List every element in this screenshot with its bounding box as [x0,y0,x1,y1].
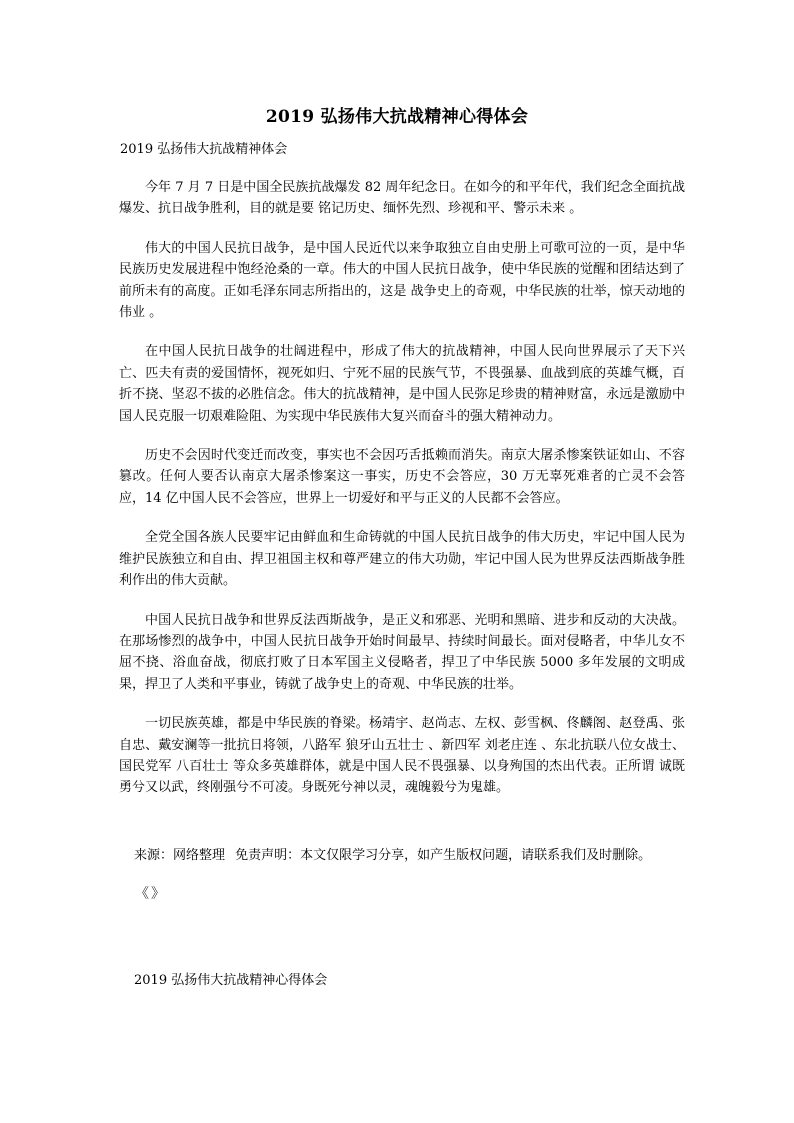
footer-title: 2019 弘扬伟大抗战精神心得体会 [134,973,328,988]
disclaimer-text: 免责声明：本文仅限学习分享，如产生版权问题，请联系我们及时删除。 [235,848,652,863]
source-label: 来源：网络整理 [134,848,226,863]
nav-next-link[interactable]: 》 [151,886,167,902]
document-body [119,177,685,817]
paragraph: 全党全国各族人民要牢记由鲜血和生命铸就的中国人民抗日战争的伟大历史，牢记中国人民为维护民族独立和自由、捍卫祖国主权和尊严建立的伟大功勋，牢记中国人民为世界反法西斯战争胜利作出的伟大贡献。 [119,530,685,589]
paragraph: 今年 7 月 7 日是中国全民族抗战爆发 82 周年纪念日。在如今的和平年代，我们纪念全面抗战爆发、抗日战争胜利，目的就是要 铭记历史、缅怀先烈、珍视和平、警示未来 。 [119,180,685,217]
paragraph: 伟大的中国人民抗日战争，是中国人民近代以来争取独立自由史册上可歌可泣的一页，是中华民族历史发展进程中饱经沧桑的一章。伟大的中国人民抗日战争，使中华民族的觉醒和团结达到了前所未有的高度。正如毛泽东同志所指出的，这是 战争史上的奇观，中华民族的壮举，惊天动地的伟业 。 [119,240,685,321]
page-navigation [135,884,167,904]
source-disclaimer [134,847,694,865]
document-title: 2019 弘扬伟大抗战精神心得体会 [265,107,529,127]
nav-prev-link[interactable]: 《 [135,886,151,902]
document-subtitle: 2019 弘扬伟大抗战精神体会 [120,142,288,157]
paragraph: 在中国人民抗日战争的壮阔进程中，形成了伟大的抗战精神，中国人民向世界展示了天下兴亡、匹夫有责的爱国情怀，视死如归、宁死不屈的民族气节，不畏强暴、血战到底的英雄气概，百折不挠、坚忍不拔的必胜信念。伟大的抗战精神，是中国人民弥足珍贵的精神财富，永远是激励中国人民克服一切艰难险阻、为实现中华民族伟大复兴而奋斗的强大精神动力。 [119,344,685,424]
paragraph: 中国人民抗日战争和世界反法西斯战争，是正义和邪恶、光明和黑暗、进步和反动的大决战。在那场惨烈的战争中，中国人民抗日战争开始时间最早、持续时间最长。面对侵略者，中华儿女不屈不挠、浴血奋战，彻底打败了日本军国主义侵略者，捍卫了中华民族 5000 多年发展的文明成果，捍卫了人类和平事业，铸就了战争史上的奇观、中华民族的壮举。 [119,612,685,692]
paragraph: 历史不会因时代变迁而改变，事实也不会因巧舌抵赖而消失。南京大屠杀惨案铁证如山、不容篡改。任何人要否认南京大屠杀惨案这一事实，历史不会答应，30 万无辜死难者的亡灵不会答应，14 亿中国人民不会答应，世界上一切爱好和平与正义的人民都不会答应。 [119,448,685,506]
paragraph: 一切民族英雄，都是中华民族的脊梁。杨靖宇、赵尚志、左权、彭雪枫、佟麟阁、赵登禹、张自忠、戴安澜等一批抗日将领，八路军 狼牙山五壮士 、新四军 刘老庄连 、东北抗联八位女战士、国民党军 八百壮士 等众多英雄群体，就是中国人民不畏强暴、以身殉国的杰出代表。正所谓 诚既勇兮又以武，终刚强兮不可凌。身既死兮神以灵，魂魄毅兮为鬼雄。 [119,716,685,796]
